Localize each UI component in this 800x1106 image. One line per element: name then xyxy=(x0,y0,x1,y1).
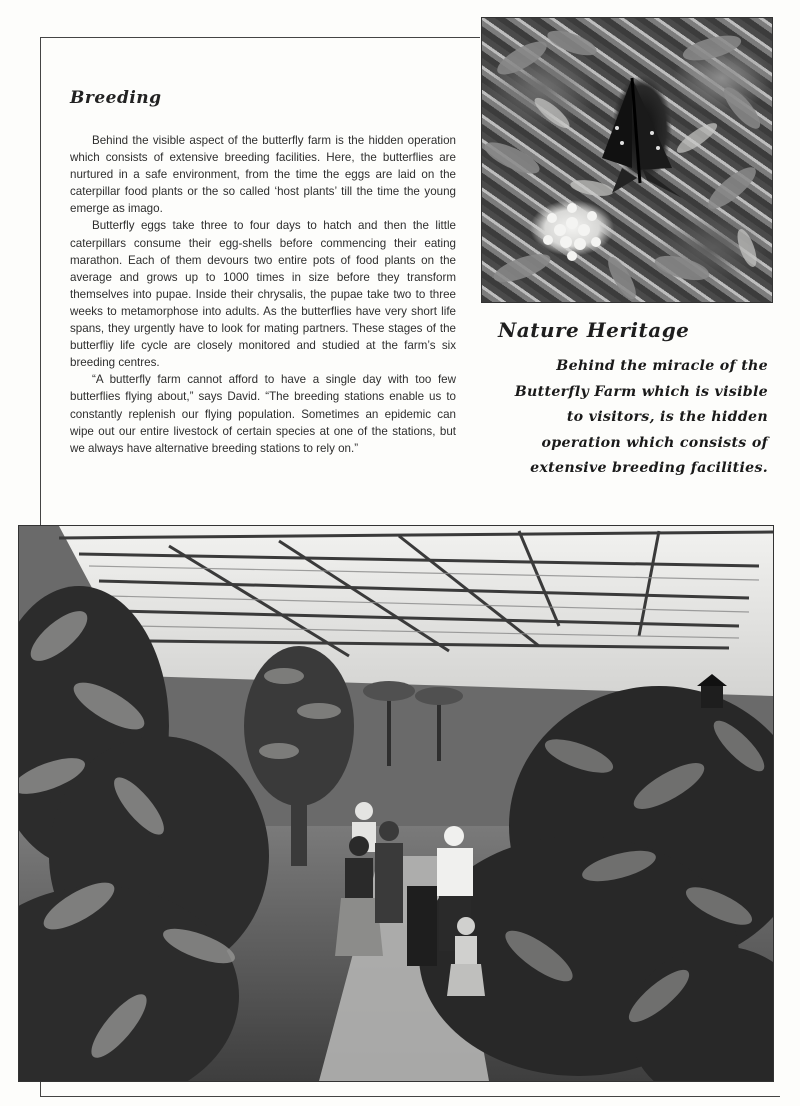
article-paragraph: Behind the visible aspect of the butterfly farm is the hidden operation which consists of extensive breeding facilities. Here, the butterflies are nurtured in a safe environment, from the time the eggs are laid on the caterpillar food plants or the so called ‘host plants’ till the time the young emerge as imago. xyxy=(70,134,456,216)
nature-heritage-callout xyxy=(484,318,768,482)
frame-line-bottom xyxy=(40,1096,780,1097)
callout-line: to visitors, is the hidden xyxy=(566,409,768,425)
article-heading: Breeding xyxy=(70,88,162,108)
butterfly-on-flowers-photo xyxy=(481,17,773,303)
article-paragraph: “A butterfly farm cannot afford to have a single day with too few butterflies flying about,” says David. “The breeding stations enable us to constantly replenish our flying population. Sometimes an epidemic can wipe out our entire livestock of certain species at one of the stations, but we always have alternative breeding stations to rely on.” xyxy=(70,373,456,455)
breeding-article xyxy=(70,88,456,457)
callout-line: Behind the miracle of the xyxy=(556,358,768,374)
butterfly-photo-art xyxy=(482,18,772,302)
callout-line: operation which consists of xyxy=(541,434,768,451)
callout-line: extensive breeding facilities. xyxy=(530,460,768,476)
article-paragraph: Butterfly eggs take three to four days to hatch and then the little caterpillars consume their egg-shells before commencing their eating marathon. Each of them devours two entire pots of food plants on the average and grows up to 1000 times in size before they transform themselves into pupae. Inside their chrysalis, the pupae take two to three weeks to metamorphose into adults. As the butterflies have very short life spans, they urgently have to look for mating partners. These stages of the butterfliy life cycle are closely monitored and studied at the farm’s six breeding centres. xyxy=(70,219,456,370)
callout-title: Nature Heritage xyxy=(498,318,690,342)
frame-line-top xyxy=(40,37,480,38)
butterfly-icon xyxy=(602,78,682,198)
butterfly-farm-interior-photo xyxy=(18,525,774,1082)
callout-line: Butterfly Farm which is visible xyxy=(514,383,768,400)
farm-interior-art xyxy=(19,526,773,1081)
callout-quote xyxy=(484,354,768,482)
frame-line-left xyxy=(40,37,41,530)
